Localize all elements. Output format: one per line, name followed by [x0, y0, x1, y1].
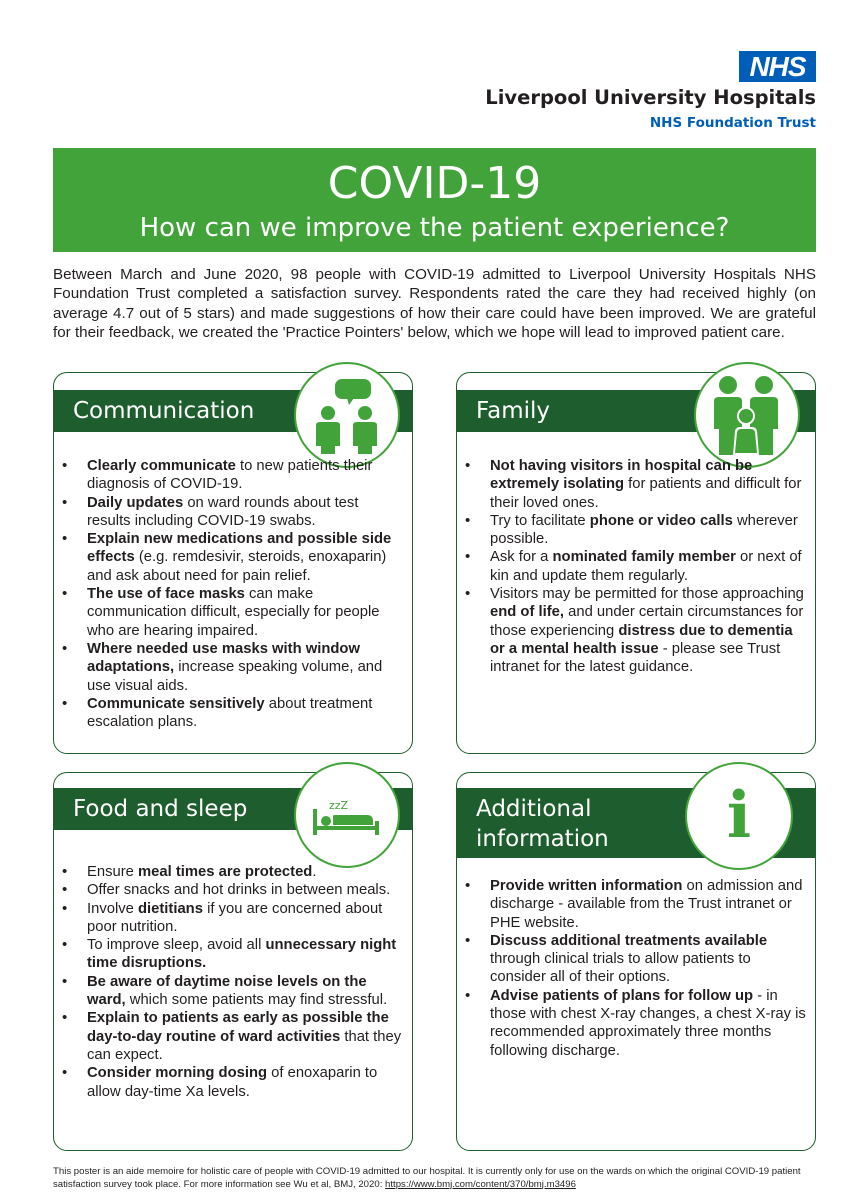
intro-paragraph: Between March and June 2020, 98 people with COVID-19 admitted to Liverpool University Hospitals NHS Foundation Trust completed a satisfaction survey. Respondents rated the care they had received highly (on average 4.7 out of 5 stars) and made suggestions of how their care could have been improved. We are grateful for their feedback, we created the 'Practice Pointers' below, which we hope will lead to improved patient care. [53, 266, 816, 341]
food-sleep-card [53, 772, 413, 1151]
info-icon [685, 762, 793, 870]
text: if you are concerned about poor nutrition. [87, 900, 383, 935]
text: and under certain circumstances for those experiencing [490, 604, 804, 639]
bold-text: Where needed use masks with window adaptations, [87, 640, 360, 676]
family-card [456, 372, 816, 754]
list-item [457, 932, 807, 987]
text: Ask for a [490, 549, 553, 566]
communication-card [53, 372, 413, 754]
page-title: COVID-19 [327, 158, 542, 209]
list-item [54, 863, 404, 881]
bold-text: meal times are protected [138, 864, 313, 880]
org-name: Liverpool University Hospitals [485, 86, 816, 109]
communication-list [54, 457, 404, 731]
bold-text: end of life, [490, 604, 564, 621]
zzz-text: zzZ [329, 799, 349, 812]
title-banner [53, 148, 816, 252]
list-item [54, 1009, 404, 1064]
card-title: Family [476, 398, 551, 424]
org-subtitle: NHS Foundation Trust [649, 115, 816, 131]
list-item [54, 973, 404, 1010]
list-item [457, 585, 807, 676]
text: wherever possible. [490, 512, 798, 548]
list-item [54, 695, 404, 732]
additional-info-card [456, 772, 816, 1151]
text: Try to facilitate [490, 512, 590, 529]
text: on admission and discharge - available from the Trust intranet or PHE website. [490, 878, 803, 931]
bold-text: dietitians [138, 900, 203, 917]
page-subtitle: How can we improve the patient experience? [139, 213, 730, 243]
family-list [457, 457, 807, 677]
list-item [457, 877, 807, 932]
bold-text: Explain to patients as early as possible the day-to-day routine of ward activities [87, 1010, 389, 1045]
bold-text: The use of face masks [87, 586, 245, 603]
list-item [54, 881, 404, 899]
people-speech-icon [294, 362, 400, 468]
bold-text: nominated family member [552, 549, 736, 566]
text: (e.g. remdesivir, steroids, enoxaparin) and ask about need for pain relief. [87, 549, 387, 584]
text: through clinical trials to allow patients to consider all of their options. [490, 951, 751, 986]
bold-text: Communicate sensitively [87, 695, 265, 712]
list-item [54, 530, 404, 585]
bold-text: distress due to dementia or a mental health issue [490, 622, 793, 657]
text: - please see Trust intranet for the latest guidance. [490, 640, 781, 676]
list-item [457, 548, 807, 585]
bold-text: unnecessary night time disruptions. [87, 937, 397, 972]
text: on ward rounds about test results including COVID-19 swabs. [87, 494, 359, 529]
text: can make communication difficult, especially for people who are hearing impaired. [87, 586, 380, 639]
footer-text: This poster is an aide memoire for holistic care of people with COVID-19 admitted to our hospital. It is currently only for use on the wards on which the original COVID-19 patient satisfaction survey took place. For more information see Wu et al, BMJ, 2020: [53, 1166, 801, 1190]
bold-text: phone or video calls [589, 512, 733, 529]
text: To improve sleep, avoid all [87, 937, 266, 954]
card-title: Communication [73, 398, 255, 424]
list-item [54, 494, 404, 531]
bold-text: Not having visitors in hospital can be extremely isolating [490, 458, 753, 493]
info-letter: i [726, 778, 752, 853]
bold-text: Discuss additional treatments available [490, 932, 768, 949]
card-title-line-2: information [476, 826, 609, 852]
bold-text: Advise patients of plans for follow up [490, 987, 754, 1004]
list-item [457, 457, 807, 512]
bold-text: Provide written information [490, 878, 683, 894]
food-sleep-list [54, 863, 404, 1101]
bold-text: Explain new medications and possible side effects [87, 531, 392, 566]
text: - in those with chest X-ray changes, a chest X-ray is recommended approximately three months following discharge. [490, 987, 806, 1059]
list-item [457, 512, 807, 549]
text: about treatment escalation plans. [87, 695, 373, 731]
list-item [54, 640, 404, 695]
text: which some patients may find stressful. [125, 992, 388, 1009]
text: or next of kin and update them regularly. [490, 549, 802, 584]
card-title-line-1: Additional [476, 796, 592, 822]
list-item [54, 1064, 404, 1101]
nhs-logo: NHS [739, 51, 816, 82]
text: Offer snacks and hot drinks in between meals. [87, 882, 391, 899]
list-item [457, 987, 807, 1060]
footer-link[interactable]: https://www.bmj.com/content/370/bmj.m3496 [385, 1178, 576, 1190]
footer-note [53, 1166, 828, 1191]
additional-info-list [457, 877, 807, 1060]
text: of enoxaparin to allow day-time Xa levels. [87, 1065, 378, 1100]
bold-text: Be aware of daytime noise levels on the ward, [87, 973, 367, 1009]
text: Visitors may be permitted for those approaching [490, 586, 804, 603]
family-icon [694, 362, 800, 468]
card-title: Food and sleep [73, 796, 248, 822]
text: to new patients their diagnosis of COVID-19. [87, 458, 373, 493]
text: Ensure [87, 864, 138, 880]
text: that they can expect. [87, 1028, 402, 1063]
list-item [54, 457, 404, 494]
list-item [54, 936, 404, 973]
bold-text: Consider morning dosing [87, 1065, 268, 1082]
bold-text: Daily updates [87, 494, 184, 511]
bold-text: Clearly communicate [87, 458, 236, 474]
text: Involve [87, 900, 138, 917]
text: . [312, 864, 317, 880]
list-item [54, 900, 404, 937]
list-item [54, 585, 404, 640]
text: for patients and difficult for their loved ones. [490, 476, 802, 511]
bed-sleep-icon [294, 762, 400, 868]
text: increase speaking volume, and use visual aids. [87, 659, 383, 694]
